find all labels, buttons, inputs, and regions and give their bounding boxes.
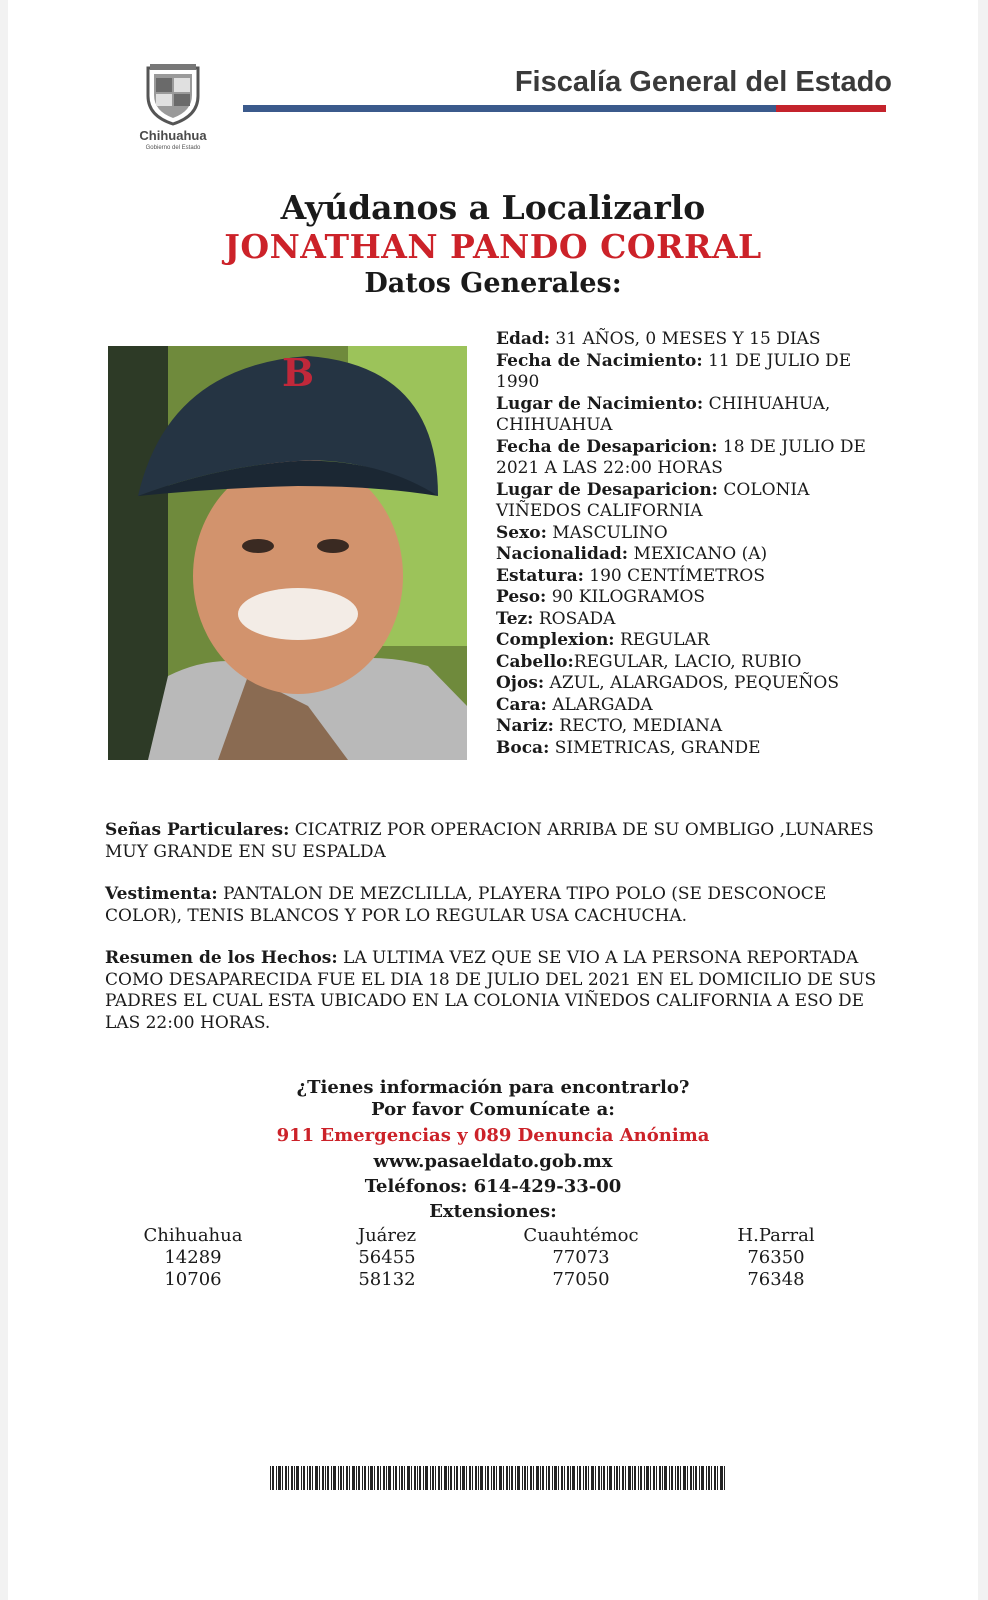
barcode-bar: [435, 1466, 436, 1490]
barcode-bar: [448, 1466, 449, 1490]
extension-column-parral: [686, 1225, 866, 1291]
detail-value: 11 DE JULIO DE 1990: [496, 350, 852, 392]
barcode-bar: [301, 1466, 302, 1490]
detail-value: RECTO, MEDIANA: [553, 716, 723, 736]
extension-city: Cuauhtémoc: [523, 1225, 639, 1246]
barcode-bar: [598, 1466, 600, 1490]
barcode-bar: [509, 1466, 510, 1490]
barcode-bar: [524, 1466, 526, 1490]
barcode-bar: [632, 1466, 633, 1490]
missing-person-poster: [8, 0, 978, 1600]
detail-label: Cabello:: [496, 651, 574, 672]
barcode-bar: [294, 1466, 295, 1490]
barcode-bar: [711, 1466, 712, 1490]
extension-column-cuauhtemoc: [491, 1225, 671, 1291]
barcode-bar: [333, 1466, 336, 1490]
barcode-bar: [493, 1466, 495, 1490]
extension-city: Juárez: [357, 1225, 417, 1246]
barcode-bar: [388, 1466, 391, 1490]
barcode-bar: [628, 1466, 631, 1490]
incident-summary-value: LA ULTIMA VEZ QUE SE VIO A LA PERSONA REPORTADA COMO DESAPARECIDA FUE EL DIA 18 DE JULIO DEL 2021 EN EL DOMICILIO DE SUS PADRES EL CUAL ESTA UBICADO EN LA COLONIA VIÑEDOS CALIFORNIA A ESO DE LAS 22:00 HORAS.: [105, 948, 877, 1033]
barcode-bar: [356, 1466, 357, 1490]
barcode-bar: [601, 1466, 602, 1490]
barcode-bar: [343, 1466, 344, 1490]
detail-value: MASCULINO: [546, 522, 668, 543]
barcode-bar: [579, 1466, 581, 1490]
barcode-bar: [659, 1466, 661, 1490]
detail-value: SIMETRICAS, GRANDE: [549, 737, 761, 758]
barcode-bar: [690, 1466, 692, 1490]
barcode-bar: [278, 1466, 281, 1490]
barcode-bar: [282, 1466, 283, 1490]
emergency-numbers: 911 Emergencias y 089 Denuncia Anónima: [276, 1125, 710, 1146]
detail-value: MEXICANO (A): [628, 544, 768, 564]
extension-column-chihuahua: [103, 1225, 283, 1291]
barcode-bar: [441, 1466, 442, 1490]
barcode-bar: [708, 1466, 710, 1490]
detail-row: [496, 351, 886, 394]
header-rule-red: [776, 105, 886, 112]
detail-row: [496, 738, 886, 760]
detail-row: [496, 673, 886, 695]
barcode-bar: [554, 1466, 557, 1490]
barcode-bar: [362, 1466, 363, 1490]
barcode-bar: [638, 1466, 639, 1490]
general-details: [496, 329, 886, 759]
barcode-bar: [349, 1466, 350, 1490]
detail-label: Nacionalidad:: [496, 544, 629, 564]
barcode-bar: [370, 1466, 373, 1490]
barcode-bar: [491, 1466, 492, 1490]
contact-question: ¿Tienes información para encontrarlo?: [296, 1077, 690, 1098]
barcode-bar: [720, 1466, 723, 1490]
detail-label: Tez:: [496, 608, 534, 629]
barcode-bar: [646, 1466, 649, 1490]
barcode-bar: [487, 1466, 489, 1490]
barcode-bar: [346, 1466, 348, 1490]
barcode-bar: [432, 1466, 434, 1490]
barcode-bar: [503, 1466, 504, 1490]
barcode-bar: [530, 1466, 532, 1490]
svg-text:B: B: [282, 350, 315, 395]
barcode-bar: [377, 1466, 379, 1490]
barcode-bar: [567, 1466, 569, 1490]
barcode-bar: [419, 1466, 421, 1490]
detail-label: Ojos:: [496, 673, 545, 693]
detail-label: Lugar de Desaparicion:: [496, 479, 718, 500]
barcode-bar: [472, 1466, 473, 1490]
missing-person-name: JONATHAN PANDO CORRAL: [224, 227, 762, 266]
barcode-bar: [425, 1466, 428, 1490]
barcode-bar: [285, 1466, 287, 1490]
logo-subtitle: Gobierno del Estado: [145, 145, 201, 151]
barcode-bar: [683, 1466, 686, 1490]
detail-value: 31 AÑOS, 0 MESES Y 15 DIAS: [550, 329, 821, 349]
barcode-bar: [609, 1466, 612, 1490]
barcode-bar: [322, 1466, 324, 1490]
distinguishing-marks-label: Señas Particulares:: [105, 820, 290, 840]
contact-please: Por favor Comunícate a:: [371, 1099, 615, 1120]
barcode-bar: [327, 1466, 329, 1490]
barcode-bar: [548, 1466, 550, 1490]
detail-row: [496, 480, 886, 523]
state-logo: [130, 62, 216, 156]
phone-numbers: Teléfonos: 614-429-33-00: [364, 1176, 622, 1197]
extension-number: 58132: [358, 1269, 416, 1290]
barcode-bar: [288, 1466, 289, 1490]
barcode-bar: [496, 1466, 497, 1490]
detail-label: Cara:: [496, 694, 547, 715]
detail-row: [496, 630, 886, 652]
clothing-value: PANTALON DE MEZCLILLA, PLAYERA TIPO POLO (SE DESCONOCE COLOR), TENIS BLANCOS Y POR LO REGULAR USA CACHUCHA.: [105, 884, 827, 926]
detail-row: [496, 652, 886, 674]
extension-number: 56455: [358, 1247, 416, 1268]
headline: Ayúdanos a Localizarlo: [280, 188, 706, 227]
barcode-bar: [475, 1466, 477, 1490]
detail-row: [496, 695, 886, 717]
extension-number: 77050: [552, 1269, 610, 1290]
detail-value: 18 DE JULIO DE 2021 A LAS 22:00 HORAS: [496, 436, 866, 478]
incident-summary-label: Resumen de los Hechos:: [105, 948, 338, 968]
barcode-bar: [401, 1466, 403, 1490]
detail-row: [496, 437, 886, 480]
detail-value: AZUL, ALARGADOS, PEQUEÑOS: [544, 673, 839, 693]
barcode-bar: [352, 1466, 355, 1490]
detail-label: Boca:: [496, 737, 550, 758]
barcode-bar: [669, 1466, 670, 1490]
clothing: [105, 884, 890, 927]
barcode-bar: [499, 1466, 502, 1490]
barcode-bar: [312, 1466, 313, 1490]
barcode-bar: [552, 1466, 553, 1490]
barcode-bar: [340, 1466, 342, 1490]
barcode-bar: [276, 1466, 277, 1490]
distinguishing-marks: [105, 820, 890, 863]
detail-label: Complexion:: [496, 630, 615, 650]
barcode-bar: [591, 1466, 594, 1490]
barcode-bar: [423, 1466, 424, 1490]
barcode-bar: [450, 1466, 452, 1490]
barcode-bar: [296, 1466, 299, 1490]
barcode-bar: [664, 1466, 667, 1490]
detail-row: [496, 566, 886, 588]
detail-value: COLONIA VIÑEDOS CALIFORNIA: [496, 479, 810, 521]
barcode-bar: [701, 1466, 704, 1490]
barcode-bar: [634, 1466, 636, 1490]
barcode-bar: [358, 1466, 360, 1490]
barcode-bar: [511, 1466, 513, 1490]
barcode-bar: [325, 1466, 326, 1490]
barcode-bar: [383, 1466, 385, 1490]
detail-label: Lugar de Nacimiento:: [496, 393, 704, 414]
barcode-bar: [533, 1466, 534, 1490]
barcode-bar: [572, 1466, 575, 1490]
extension-number: 10706: [164, 1269, 222, 1290]
detail-value: ROSADA: [533, 608, 616, 629]
shield-icon: [144, 62, 202, 126]
incident-summary: [105, 948, 890, 1034]
section-title: Datos Generales:: [364, 268, 622, 299]
detail-label: Peso:: [496, 587, 547, 607]
barcode-bar: [386, 1466, 387, 1490]
barcode-bar: [399, 1466, 400, 1490]
agency-name: Fiscalía General del Estado: [514, 66, 892, 98]
detail-value: CHIHUAHUA, CHIHUAHUA: [496, 393, 831, 435]
detail-label: Fecha de Desaparicion:: [496, 436, 718, 457]
barcode: [270, 1466, 726, 1490]
barcode-bar: [303, 1466, 305, 1490]
header-rule-blue: [243, 105, 776, 112]
detail-value: REGULAR, LACIO, RUBIO: [573, 651, 802, 672]
barcode-bar: [588, 1466, 589, 1490]
barcode-bar: [307, 1466, 308, 1490]
barcode-bar: [564, 1466, 565, 1490]
barcode-bar: [506, 1466, 508, 1490]
barcode-bar: [607, 1466, 608, 1490]
detail-row: [496, 587, 886, 609]
detail-label: Nariz:: [496, 716, 554, 736]
detail-row: [496, 544, 886, 566]
barcode-bar: [272, 1466, 274, 1490]
barcode-bar: [640, 1466, 642, 1490]
barcode-bar: [469, 1466, 471, 1490]
barcode-bar: [407, 1466, 410, 1490]
barcode-bar: [444, 1466, 447, 1490]
logo-name: Chihuahua: [139, 128, 207, 143]
barcode-bar: [417, 1466, 418, 1490]
barcode-bar: [570, 1466, 571, 1490]
barcode-bar: [706, 1466, 707, 1490]
detail-value: 90 KILOGRAMOS: [546, 587, 706, 607]
detail-label: Estatura:: [496, 565, 584, 586]
barcode-bar: [517, 1466, 520, 1490]
barcode-bar: [404, 1466, 405, 1490]
detail-label: Edad:: [496, 329, 551, 349]
barcode-bar: [338, 1466, 339, 1490]
extension-column-juarez: [297, 1225, 477, 1291]
extensions-label: Extensiones:: [429, 1201, 557, 1222]
detail-row: [496, 716, 886, 738]
barcode-bar: [462, 1466, 465, 1490]
extension-number: 14289: [164, 1247, 222, 1268]
barcode-bar: [315, 1466, 318, 1490]
barcode-bar: [699, 1466, 700, 1490]
barcode-bar: [454, 1466, 455, 1490]
barcode-bar: [411, 1466, 412, 1490]
detail-value: ALARGADA: [546, 694, 653, 715]
barcode-bar: [546, 1466, 547, 1490]
barcode-bar: [291, 1466, 293, 1490]
detail-row: [496, 329, 886, 351]
barcode-bar: [430, 1466, 431, 1490]
barcode-bar: [438, 1466, 440, 1490]
barcode-bar: [561, 1466, 563, 1490]
barcode-bar: [677, 1466, 679, 1490]
barcode-bar: [724, 1466, 725, 1490]
barcode-bar: [540, 1466, 541, 1490]
barcode-bar: [616, 1466, 618, 1490]
extension-number: 77073: [552, 1247, 610, 1268]
barcode-bar: [693, 1466, 694, 1490]
barcode-bar: [656, 1466, 657, 1490]
barcode-bar: [595, 1466, 596, 1490]
barcode-bar: [585, 1466, 587, 1490]
barcode-bar: [319, 1466, 320, 1490]
barcode-bar: [515, 1466, 516, 1490]
barcode-bar: [478, 1466, 479, 1490]
barcode-bar: [619, 1466, 620, 1490]
barcode-bar: [364, 1466, 366, 1490]
barcode-bar: [644, 1466, 645, 1490]
barcode-bar: [536, 1466, 539, 1490]
barcode-bar: [485, 1466, 486, 1490]
barcode-bar: [653, 1466, 655, 1490]
barcode-bar: [374, 1466, 375, 1490]
barcode-bar: [456, 1466, 458, 1490]
barcode-bar: [309, 1466, 311, 1490]
barcode-bar: [662, 1466, 663, 1490]
barcode-bar: [675, 1466, 676, 1490]
website-link[interactable]: www.pasaeldato.gob.mx: [373, 1151, 613, 1172]
extension-city: H.Parral: [737, 1225, 815, 1246]
barcode-bar: [687, 1466, 688, 1490]
barcode-bar: [671, 1466, 673, 1490]
barcode-bar: [622, 1466, 624, 1490]
barcode-bar: [331, 1466, 332, 1490]
barcode-bar: [542, 1466, 544, 1490]
clothing-label: Vestimenta:: [105, 884, 218, 904]
extension-number: 76350: [747, 1247, 805, 1268]
extension-city: Chihuahua: [143, 1225, 243, 1246]
barcode-bar: [522, 1466, 523, 1490]
barcode-bar: [480, 1466, 483, 1490]
detail-label: Fecha de Nacimiento:: [496, 350, 703, 371]
barcode-bar: [527, 1466, 528, 1490]
detail-label: Sexo:: [496, 522, 547, 543]
barcode-bar: [395, 1466, 397, 1490]
barcode-bar: [466, 1466, 467, 1490]
barcode-bar: [380, 1466, 381, 1490]
barcode-bar: [414, 1466, 416, 1490]
person-photo: [108, 346, 467, 760]
distinguishing-marks-value: CICATRIZ POR OPERACION ARRIBA DE SU OMBLIGO ,LUNARES MUY GRANDE EN SU ESPALDA: [105, 820, 874, 862]
barcode-bar: [460, 1466, 461, 1490]
barcode-bar: [603, 1466, 605, 1490]
detail-value: REGULAR: [614, 630, 710, 650]
detail-row: [496, 394, 886, 437]
detail-value: 190 CENTÍMETROS: [583, 565, 765, 586]
detail-row: [496, 609, 886, 631]
barcode-bar: [680, 1466, 681, 1490]
barcode-bar: [614, 1466, 615, 1490]
barcode-bar: [625, 1466, 626, 1490]
barcode-bar: [270, 1466, 271, 1490]
barcode-bar: [577, 1466, 578, 1490]
barcode-bar: [714, 1466, 716, 1490]
barcode-bar: [368, 1466, 369, 1490]
barcode-bar: [695, 1466, 697, 1490]
barcode-bar: [558, 1466, 559, 1490]
barcode-bar: [650, 1466, 651, 1490]
barcode-bar: [393, 1466, 394, 1490]
barcode-bar: [583, 1466, 584, 1490]
barcode-bar: [717, 1466, 718, 1490]
extension-number: 76348: [747, 1269, 805, 1290]
detail-row: [496, 523, 886, 545]
